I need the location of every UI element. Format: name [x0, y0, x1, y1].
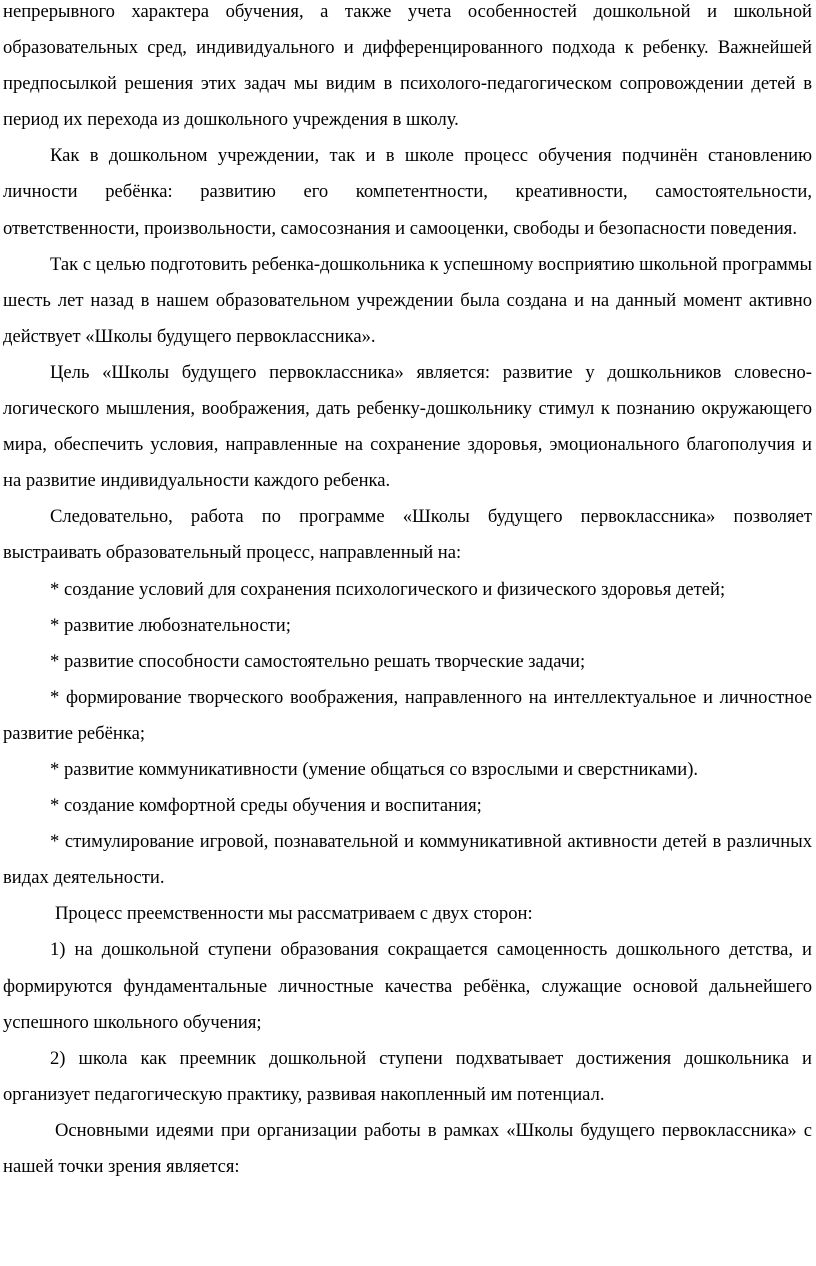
paragraph-continuation: непрерывного характера обучения, а также учета особенностей дошкольной и школьной образовательных сред, индивидуального и дифференцированного подхода к ребенку. Важнейшей предпосылкой решения этих задач мы видим в психолого-педагогическом сопровождении детей в период их перехода из дошкольного учреждения в школу.: [3, 1, 812, 131]
list-item: * формирование творческого воображения, направленного на интеллектуальное и личностное развитие ребёнка;: [3, 686, 812, 744]
paragraph-goal: Цель «Школы будущего первоклассника» является: развитие у дошкольников словесно-логического мышления, воображения, дать ребенку-дошкольнику стимул к познанию окружающего мира, обеспечить условия, направленные на сохранение здоровья, эмоционального благополучия и на развитие индивидуальности каждого ребенка.: [3, 361, 812, 492]
numbered-item: 1) на дошкольной ступени образования сокращается самоценность дошкольного детства, и формируются фундаментальные личностные качества ребёнка, служащие основой дальнейшего успешного школьного обучения;: [3, 939, 812, 1033]
paragraph-school-of-future-first-grader: Так с целью подготовить ребенка-дошкольника к успешному восприятию школьной программы шесть лет назад в нашем образовательном учреждении была создана и на данный момент активно действует «Школы будущего первоклассника».: [3, 253, 812, 347]
numbered-item: 2) школа как преемник дошкольной ступени подхватывает достижения дошкольника и организует педагогическую практику, развивая накопленный им потенциал.: [3, 1047, 812, 1105]
list-item: * развитие коммуникативности (умение общаться со взрослыми и сверстниками).: [50, 758, 699, 780]
paragraph-main-ideas: Основными идеями при организации работы в рамках «Школы будущего первоклассника» с нашей точки зрения является:: [3, 1119, 812, 1177]
list-item: * стимулирование игровой, познавательной и коммуникативной активности детей в различных видах деятельности.: [3, 831, 812, 889]
paragraph-consequently: Следовательно, работа по программе «Школы будущего первоклассника» позволяет выстраивать образовательный процесс, направленный на:: [3, 506, 812, 564]
list-item: * создание комфортной среды обучения и воспитания;: [50, 795, 482, 817]
list-item: * развитие способности самостоятельно решать творческие задачи;: [50, 650, 586, 672]
list-item: * создание условий для сохранения психологического и физического здоровья детей;: [50, 578, 726, 600]
paragraph-personality-development: Как в дошкольном учреждении, так и в школе процесс обучения подчинён становлению личности ребёнка: развитию его компетентности, креативности, самостоятельности, ответственности, произвольности, самосознания и самооценки, свободы и безопасности поведения.: [3, 145, 812, 239]
paragraph-continuity-process: Процесс преемственности мы рассматриваем с двух сторон:: [55, 903, 533, 925]
list-item: * развитие любознательности;: [50, 614, 291, 636]
